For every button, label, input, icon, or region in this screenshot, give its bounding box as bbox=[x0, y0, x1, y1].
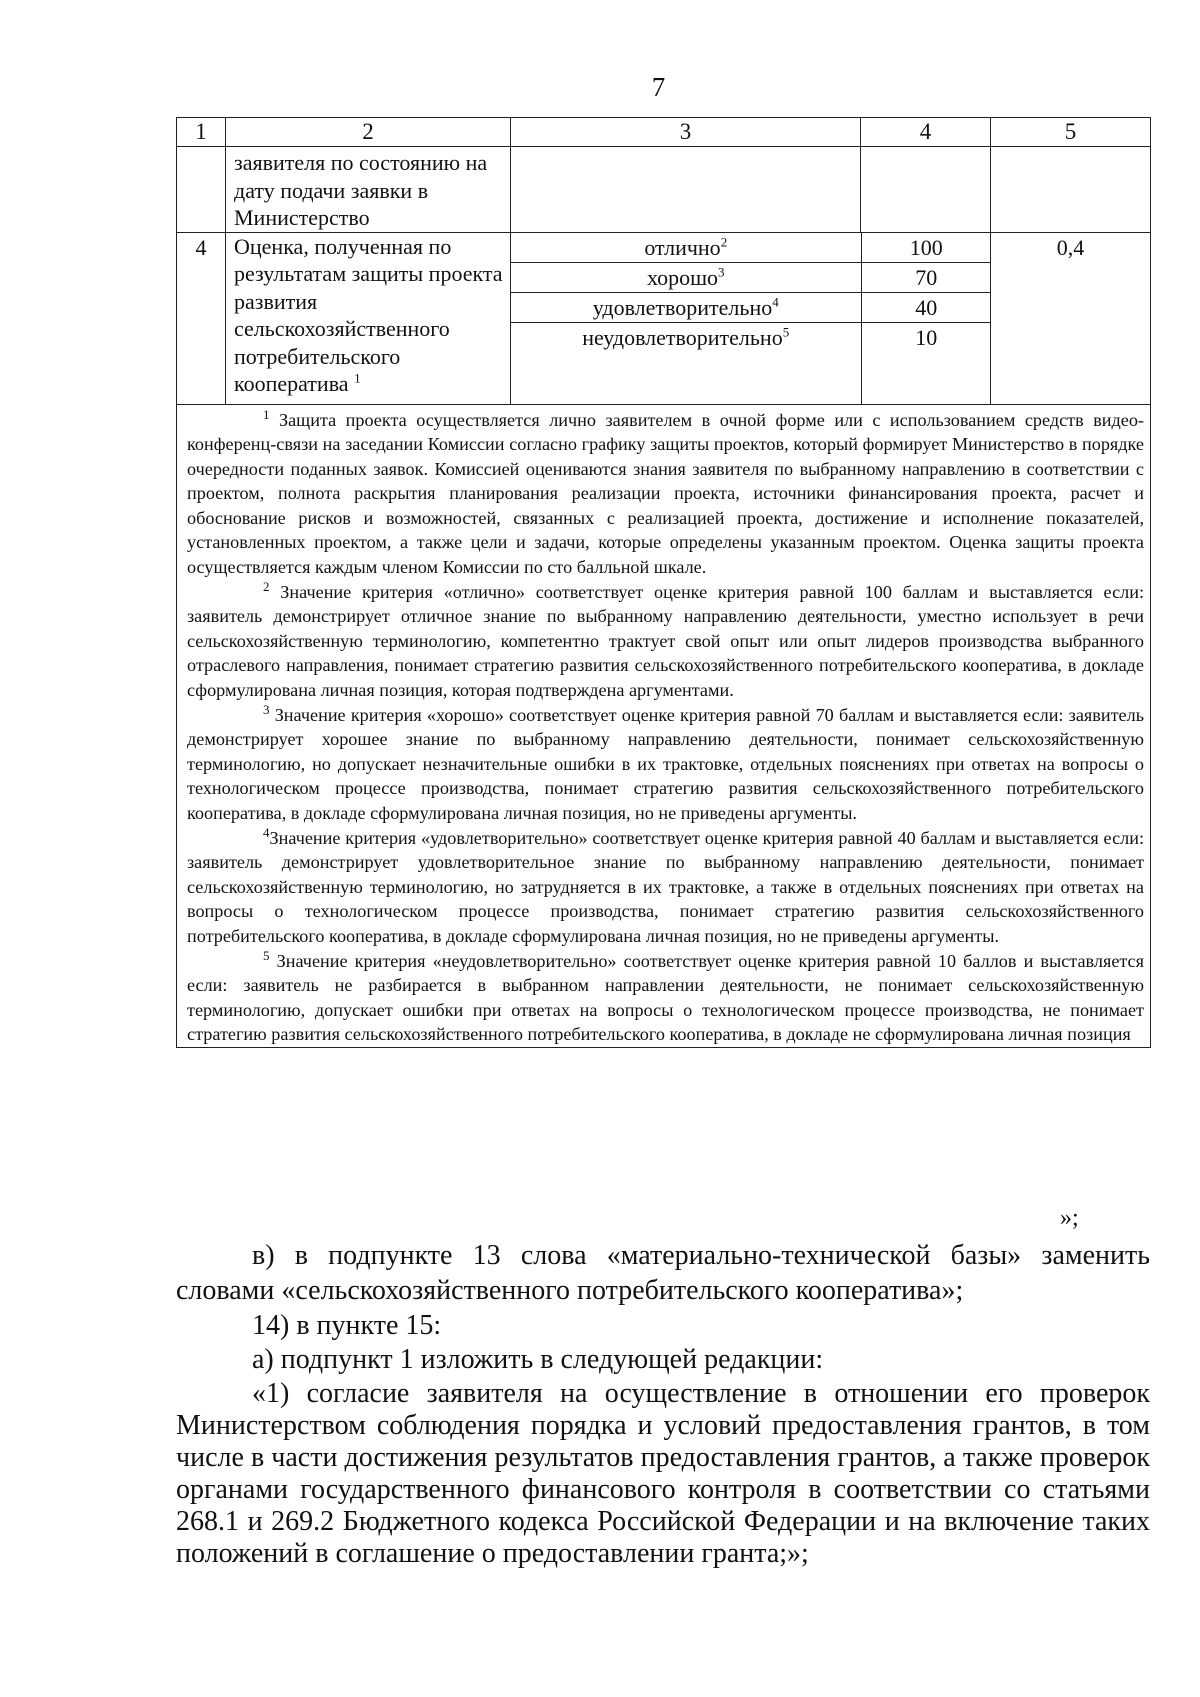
table-row-4 bbox=[177, 232, 1151, 404]
grade-row bbox=[511, 292, 991, 322]
footnotes-cell bbox=[177, 404, 1151, 1047]
grade-row bbox=[511, 233, 991, 263]
paragraph-a: а) подпункт 1 изложить в следующей редакции: bbox=[252, 1344, 824, 1375]
footnote-marker: 1 bbox=[263, 406, 270, 422]
footnotes-row bbox=[177, 404, 1151, 1047]
grade-note: 4 bbox=[772, 294, 779, 310]
footnote-marker: 4 bbox=[263, 824, 270, 840]
grade-label: неудовлетворительно bbox=[582, 324, 783, 350]
grade-note: 2 bbox=[720, 234, 728, 250]
table-row-continuation bbox=[177, 147, 1151, 233]
paragraph-1: «1) согласие заявителя на осуществление в отношении его проверок Министерством соблюдения порядка и условий предоставления грантов, в том числе в части достижения результатов предоставления грантов, а также проверок органами государственного финансового контроля в соответствии со статьями 268.1 и 269.2 Бюджетного кодекса Российской Федерации и на включение таких положений в соглашение о предоставлении гранта;»; bbox=[176, 1378, 1150, 1569]
grade-score: 10 bbox=[861, 322, 991, 404]
grade-score-table bbox=[511, 233, 991, 404]
paragraph-v: в) в подпункте 13 слова «материально-технической базы» заменить словами «сельскохозяйственного потребительского кооператива»; bbox=[176, 1240, 1150, 1306]
row-number-cell: 4 bbox=[177, 232, 226, 404]
criterion-cell: заявителя по состоянию на дату подачи заявки в Министерство bbox=[226, 147, 511, 233]
score-cell bbox=[861, 147, 991, 233]
weight-cell: 0,4 bbox=[991, 232, 1151, 404]
column-header-2: 2 bbox=[226, 118, 511, 147]
column-header-4: 4 bbox=[861, 118, 991, 147]
grade-score: 40 bbox=[861, 292, 991, 322]
grade-row bbox=[511, 262, 991, 292]
column-header-5: 5 bbox=[991, 118, 1151, 147]
column-header-3: 3 bbox=[511, 118, 861, 147]
grade-cell bbox=[511, 147, 861, 233]
grade-note: 5 bbox=[782, 324, 790, 340]
amendment-text bbox=[176, 1238, 1150, 1570]
grade-label: удовлетворительно bbox=[592, 294, 773, 320]
footnote-text: Значение критерия «удовлетворительно» соответствует оценке критерия равной 40 баллам и выставляется если: заявитель демонстрирует удовлетворительное знание по выбранному направлению деятельности, понимает сельскохозяйственную терминологию, но затрудняется в их трактовке, а также в отдельных пояснениях при ответах на вопросы о технологическом процессе производства, понимает стратегию развития сельскохозяйственного потребительского кооператива, в докладе сформулирована личная позиция, но не приведены аргументы. bbox=[187, 827, 1144, 946]
table-header-row bbox=[177, 118, 1151, 147]
column-header-1: 1 bbox=[177, 118, 226, 147]
footnote-2 bbox=[187, 580, 1144, 703]
criteria-table bbox=[176, 117, 1151, 1048]
footnote-text: Значение критерия «хорошо» соответствует оценке критерия равной 70 баллам и выставляется если: заявитель демонстрирует хорошее знание по выбранному направлению деятельности, понимает сельскохозяйственную терминологию, но допускает незначительные ошибки в их трактовке, отдельных пояснениях при ответах на вопросы о технологическом процессе производства, понимает стратегию развития сельскохозяйственного потребительского кооператива, в докладе сформулирована личная позиция, но не приведены аргументы. bbox=[187, 704, 1144, 823]
grade-label: хорошо bbox=[646, 264, 719, 290]
grade-score: 70 bbox=[861, 262, 991, 292]
criterion-text: Оценка, полученная по результатам защиты проекта развития сельскохозяйственного потребительского кооператива bbox=[234, 233, 503, 396]
footnote-marker: 5 bbox=[263, 947, 270, 963]
footnote-marker: 2 bbox=[263, 578, 270, 594]
grade-label: отлично bbox=[644, 234, 721, 260]
criterion-note: 1 bbox=[354, 370, 361, 386]
grade-row bbox=[511, 322, 991, 404]
criterion-cell bbox=[226, 232, 511, 404]
closing-quote: »; bbox=[1060, 1205, 1079, 1231]
page-number: 7 bbox=[651, 72, 666, 102]
grade-score: 100 bbox=[861, 233, 991, 263]
footnote-text: Защита проекта осуществляется лично заявителем в очной форме или с использованием средств видео-конференц-связи на заседании Комиссии согласно графику защиты проектов, который формирует Министерство в порядке очередности поданных заявок. Комиссией оцениваются знания заявителя по выбранному направлению в соответствии с проектом, полнота раскрытия планирования реализации проекта, источники финансирования проекта, расчет и обоснование рисков и возможностей, связанных с реализацией проекта, достижение и исполнение показателей, установленных проектом, а также цели и задачи, которые определены указанным проектом. Оценка защиты проекта осуществляется каждым членом Комиссии по сто балльной шкале. bbox=[187, 409, 1144, 578]
weight-cell bbox=[991, 147, 1151, 233]
grade-cell bbox=[511, 232, 991, 404]
footnote-1 bbox=[187, 408, 1144, 580]
footnote-marker: 3 bbox=[263, 701, 270, 717]
paragraph-14: 14) в пункте 15: bbox=[252, 1310, 442, 1341]
row-number-cell bbox=[177, 147, 226, 233]
footnote-text: Значение критерия «неудовлетворительно» соответствует оценке критерия равной 10 баллов и выставляется если: заявитель не разбирается в выбранном направлении деятельности, не понимает сельскохозяйственную терминологию, допускает ошибки при ответах на вопросы о технологическом процессе производства, не понимает стратегию развития сельскохозяйственного потребительского кооператива, в докладе не сформулирована личная позиция bbox=[187, 950, 1144, 1045]
footnote-text: Значение критерия «отлично» соответствует оценке критерия равной 100 баллам и выставляется если: заявитель демонстрирует отличное знание по выбранному направлению деятельности, уместно использует в речи сельскохозяйственную терминологию, компетентно трактует свой опыт или опыт лидеров производства выбранного отраслевого направления, понимает стратегию развития сельскохозяйственного потребительского кооператива, в докладе сформулирована личная позиция, которая подтверждена аргументами. bbox=[187, 581, 1145, 701]
footnote-3 bbox=[187, 703, 1144, 826]
footnote-5 bbox=[187, 949, 1144, 1047]
footnote-4 bbox=[187, 826, 1144, 949]
grade-note: 3 bbox=[718, 264, 725, 280]
